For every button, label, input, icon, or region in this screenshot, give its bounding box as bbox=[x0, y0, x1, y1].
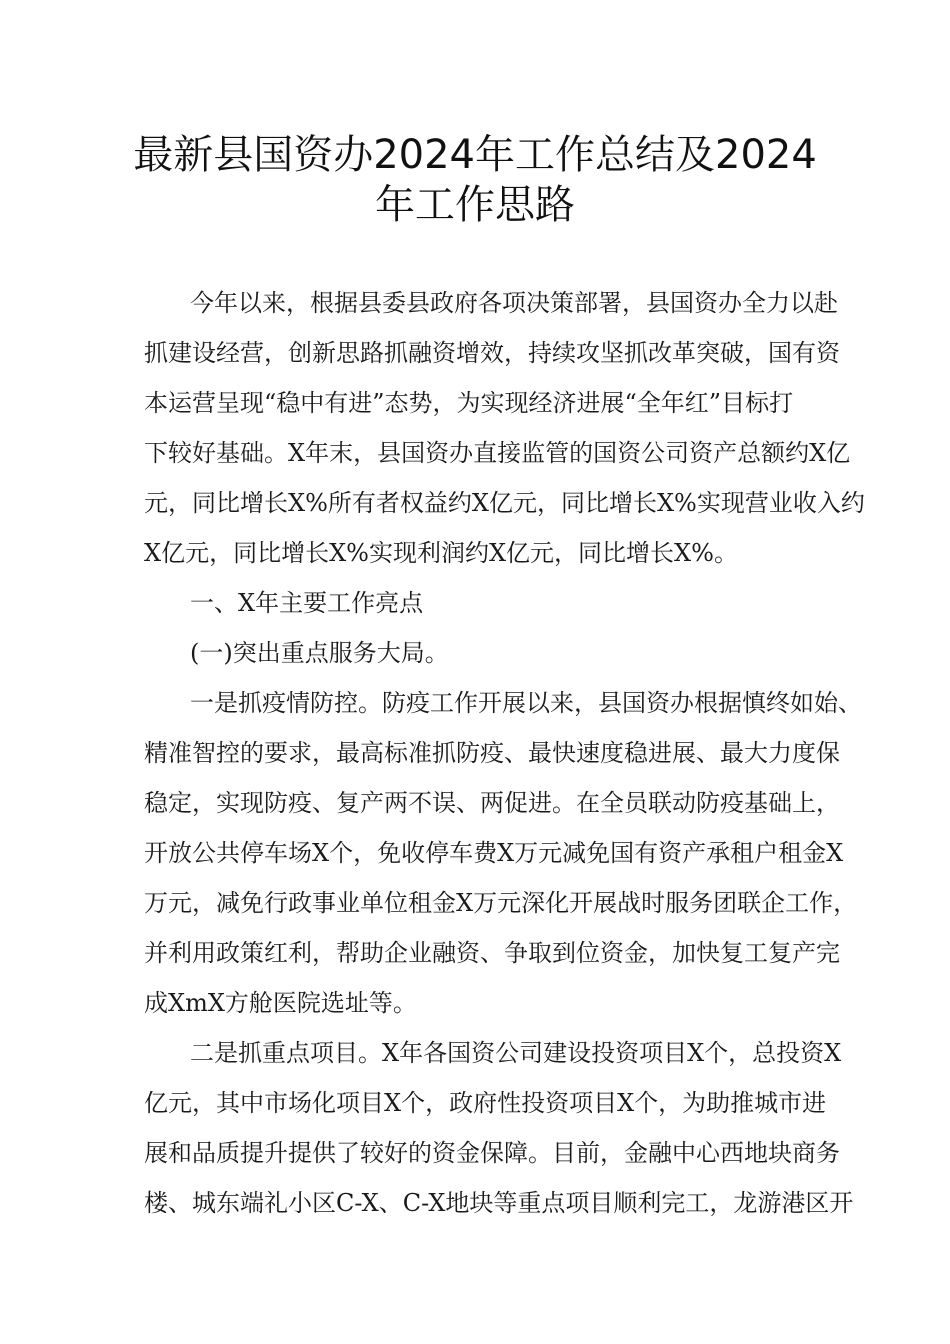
paragraph-intro-line: 本运营呈现“稳中有进”态势，为实现经济进展“全年红”目标打 bbox=[144, 389, 794, 417]
paragraph-projects-line: 亿元，其中市场化项目X个，政府性投资项目X个，为助推城市进 bbox=[144, 1089, 827, 1117]
paragraph-intro-line: 元，同比增长X%所有者权益约X亿元，同比增长X%实现营业收入约 bbox=[144, 489, 865, 517]
paragraph-intro-line: 下较好基础。X年末，县国资办直接监管的国资公司资产总额约X亿 bbox=[144, 439, 851, 467]
paragraph-intro-line: X亿元，同比增长X%实现利润约X亿元，同比增长X%。 bbox=[144, 539, 738, 567]
paragraph-epidemic-line: 万元，减免行政事业单位租金X万元深化开展战时服务团联企工作， bbox=[144, 889, 858, 917]
paragraph-projects-line: 楼、城东端礼小区C-X、C-X地块等重点项目顺利完工，龙游港区开 bbox=[144, 1189, 854, 1217]
document-title-line-2: 年工作思路 bbox=[375, 182, 575, 228]
paragraph-projects-line: 二是抓重点项目。X年各国资公司建设投资项目X个，总投资X bbox=[190, 1039, 842, 1067]
subsection-heading: (一)突出重点服务大局。 bbox=[190, 639, 449, 667]
paragraph-epidemic-line: 精准智控的要求，最高标准抓防疫、最快速度稳进展、最大力度保 bbox=[144, 739, 840, 767]
paragraph-epidemic-line: 并利用政策红利，帮助企业融资、争取到位资金，加快复工复产完 bbox=[144, 939, 840, 967]
document-title-line-1: 最新县国资办2024年工作总结及2024 bbox=[133, 132, 817, 178]
paragraph-epidemic-line: 开放公共停车场X个，免收停车费X万元减免国有资产承租户租金X bbox=[144, 839, 844, 867]
paragraph-intro-line: 今年以来，根据县委县政府各项决策部署，县国资办全力以赴 bbox=[190, 289, 838, 317]
paragraph-epidemic-line: 成XmX方舱医院选址等。 bbox=[144, 989, 417, 1017]
paragraph-intro-line: 抓建设经营，创新思路抓融资增效，持续攻坚抓改革突破，国有资 bbox=[144, 339, 840, 367]
paragraph-epidemic-line: 一是抓疫情防控。防疫工作开展以来，县国资办根据慎终如始、 bbox=[190, 689, 862, 717]
section-heading: 一、X年主要工作亮点 bbox=[190, 589, 424, 617]
paragraph-epidemic-line: 稳定，实现防疫、复产两不误、两促进。在全员联动防疫基础上， bbox=[144, 789, 840, 817]
paragraph-projects-line: 展和品质提升提供了较好的资金保障。目前，金融中心西地块商务 bbox=[144, 1139, 840, 1167]
